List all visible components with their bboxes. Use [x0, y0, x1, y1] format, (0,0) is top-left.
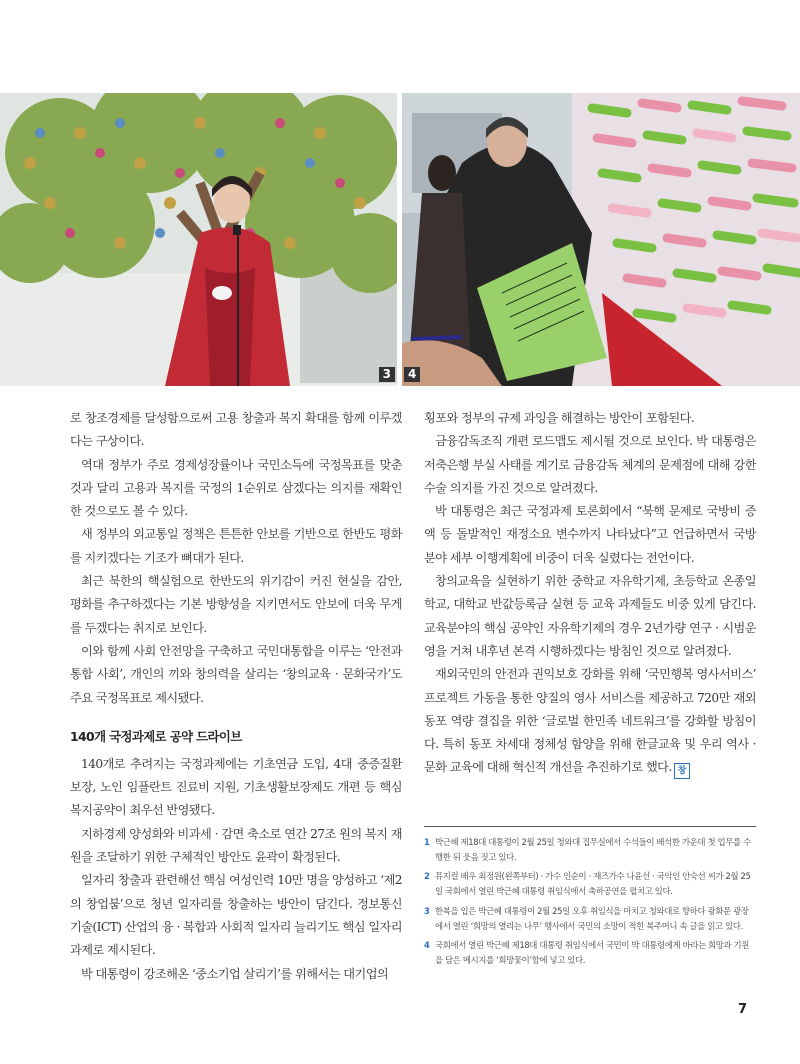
photo-strip	[0, 93, 800, 386]
paragraph: 일자리 창출과 관련해선 핵심 여성인력 10만 명을 양성하고 ‘제2의 창업붐’으로 청년 일자리를 창출하는 방안이 담긴다. 정보통신기술(ICT) 산업의 융 · 복합과 사회적 일자리 늘리기도 핵심 일자리 과제로 제시된다.	[70, 873, 402, 958]
caption-number: 3	[424, 905, 430, 916]
paragraph: 로 창조경제를 달성함으로써 고용 창출과 복지 확대를 함께 이루겠다는 구상이다.	[70, 411, 402, 449]
paragraph: 최근 북한의 핵실험으로 한반도의 위기감이 커진 현실을 감안, 평화를 추구하겠다는 기본 방향성을 지키면서도 안보에 더욱 무게를 두겠다는 취지로 보인다.	[70, 574, 402, 635]
caption-text: 박근혜 제18대 대통령이 2월 25일 청와대 집무실에서 수석들이 배석한 가운데 첫 업무를 수행한 뒤 웃음 짓고 있다.	[435, 837, 751, 862]
caption-item	[424, 904, 756, 933]
caption-text: 뮤지컬 배우 최정원(왼쪽부터) · 가수 인순이 · 재즈가수 나윤선 · 국악인 안숙선 씨가 2월 25일 국회에서 열린 박근혜 대통령 취임식에서 축하공연을 펼치고 있다.	[435, 871, 751, 897]
article-column-left	[70, 407, 402, 986]
paragraph: 지하경제 양성화와 비과세 · 감면 축소로 연간 27조 원의 복지 재원을 조달하기 위한 구체적인 방안도 윤곽이 확정된다.	[70, 826, 402, 865]
caption-text: 국회에서 열린 박근혜 제18대 대통령 취임식에서 국민이 박 대통령에게 바라는 희망과 기원을 담은 메시지를 ‘희망꽃이’함에 넣고 있다.	[435, 940, 750, 965]
paragraph-last	[424, 663, 756, 779]
section-heading: 140개 국정과제로 공약 드라이브	[70, 728, 242, 744]
photo-number: 4	[404, 367, 420, 382]
paragraph: 역대 정부가 주로 경제성장률이나 국민소득에 국정목표를 맞춘 것과 달리 고용과 복지를 국정의 1순위로 삼겠다는 의지를 재확인한 것으로도 볼 수 있다.	[70, 457, 402, 519]
paragraph-text: 재외국민의 안전과 권익보호 강화를 위해 ‘국민행복 영사서비스’ 프로젝트 가동을 통한 양질의 영사 서비스를 제공하고 720만 재외동포 역량 결집을 위한 ‘글로벌 한민족 네트워크’를 강화할 방침이다. 특히 동포 차세대 정체성 함양을 위해 한글교육 및 우리 역사 · 문화 교육에 대해 혁신적 개선을 추진하기로 했다.	[424, 667, 756, 775]
photo-number: 3	[379, 367, 395, 382]
wish-tree-image	[0, 93, 397, 386]
article-column-right	[424, 407, 756, 780]
paragraph: 횡포와 정부의 규제 과잉을 해결하는 방안이 포함된다.	[424, 411, 695, 425]
caption-number: 1	[424, 837, 430, 847]
caption-item	[424, 835, 756, 864]
end-mark-icon: 창	[674, 763, 690, 779]
message-wall-image	[402, 93, 800, 386]
paragraph: 140개로 추려지는 국정과제에는 기초연금 도입, 4대 중증질환 보장, 노인 임플란트 진료비 지원, 기초생활보장제도 개편 등 핵심 복지공약이 최우선 반영됐다.	[70, 756, 402, 818]
photo-wish-tree	[0, 93, 397, 386]
paragraph: 박 대통령이 강조해온 ‘중소기업 살리기’를 위해서는 대기업의	[80, 966, 389, 981]
paragraph: 금융감독조직 개편 로드맵도 제시될 것으로 보인다. 박 대통령은 저축은행 부실 사태를 계기로 금융감독 체계의 문제점에 대해 강한 수술 의지를 가진 것으로 알려졌다.	[424, 434, 756, 495]
paragraph: 새 정부의 외교통일 정책은 튼튼한 안보를 기반으로 한반도 평화를 지키겠다는 기조가 뼈대가 된다.	[70, 527, 402, 565]
caption-text: 한복을 입은 박근혜 대통령이 2월 25일 오후 취임식을 마치고 청와대로 향하다 광화문 광장에서 열린 ‘희망의 열리는 나무’ 행사에서 국민의 소망이 적힌 복주머니 속 글을 읽고 있다.	[435, 905, 749, 931]
photo-captions	[424, 826, 756, 973]
paragraph: 창의교육을 실현하기 위한 중학교 자유학기제, 초등학교 온종일학교, 대학교 반값등록금 실현 등 교육 과제들도 비중 있게 담긴다. 교육분야의 핵심 공약인 자유학기제의 경우 2년가량 연구 · 시범운영을 거쳐 내후년 본격 시행하겠다는 방침인 것으로 알려졌다.	[424, 574, 756, 658]
caption-item	[424, 869, 756, 898]
caption-item	[424, 938, 756, 967]
paragraph: 박 대통령은 최근 국정과제 토론회에서 “북핵 문제로 국방비 증액 등 돌발적인 재정소요 변수까지 나타났다”고 언급하면서 국방 분야 세부 이행계획에 비중이 더욱 실렸다는 전언이다.	[424, 504, 756, 565]
caption-number: 2	[424, 871, 430, 882]
paragraph: 이와 함께 사회 안전망을 구축하고 국민대통합을 이루는 ‘안전과 통합 사회’, 개인의 끼와 창의력을 살리는 ‘창의교육 · 문화국가’도 주요 국정목표로 제시됐다.	[70, 643, 402, 705]
page-number: 7	[738, 1002, 748, 1017]
caption-number: 4	[424, 940, 430, 951]
photo-message-wall	[402, 93, 800, 386]
